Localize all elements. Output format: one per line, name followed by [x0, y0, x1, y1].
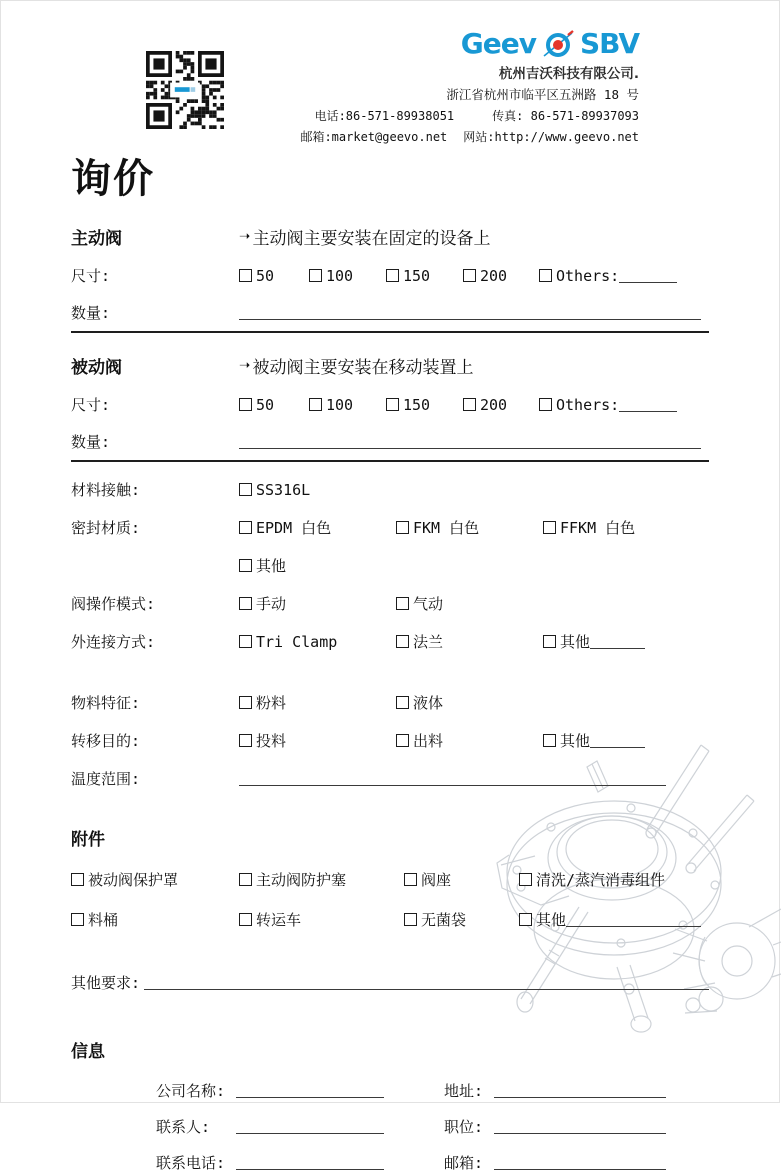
checkbox[interactable] — [519, 873, 532, 886]
checkbox-option-epdm-white[interactable]: EPDM 白色 — [239, 517, 396, 538]
checkbox-option-ss316l[interactable]: SS316L — [239, 481, 396, 499]
page-header — [71, 1, 709, 144]
passive-qty-input-line[interactable] — [239, 434, 701, 449]
transfer-purpose-label: 转移目的: — [71, 732, 141, 750]
active-valve-title: 主动阀 — [71, 229, 122, 249]
address-field-label: 地址: — [444, 1082, 484, 1100]
checkbox[interactable] — [463, 398, 476, 411]
checkbox[interactable] — [386, 269, 399, 282]
checkbox-option-powder[interactable]: 粉料 — [239, 692, 396, 713]
checkbox-option-discharging[interactable]: 出料 — [396, 730, 543, 751]
passive-size-label: 尺寸: — [71, 396, 111, 414]
field-address — [444, 1080, 709, 1101]
passive-valve-section — [71, 353, 709, 462]
field-contact-person — [71, 1116, 444, 1137]
checkbox-option-flange[interactable]: 法兰 — [396, 631, 543, 652]
field-email — [444, 1152, 709, 1173]
checkbox-option-active-size-200[interactable]: 200 — [463, 267, 539, 285]
checkbox-option-active-size-others[interactable]: Others: — [539, 267, 677, 285]
material-section — [71, 692, 709, 789]
material-character-label: 物料特征: — [71, 694, 141, 712]
checkbox-option-liquid[interactable]: 液体 — [396, 692, 543, 713]
checkbox[interactable] — [463, 269, 476, 282]
checkbox-option-active-size-50[interactable]: 50 — [239, 267, 309, 285]
checkbox[interactable] — [543, 734, 556, 747]
checkbox-option-passive-size-50[interactable]: 50 — [239, 396, 309, 414]
checkbox-option-passive-size-100[interactable]: 100 — [309, 396, 386, 414]
seal-material-label: 密封材质: — [71, 519, 141, 537]
field-position — [444, 1116, 709, 1137]
contact-person-input-line[interactable] — [236, 1119, 384, 1134]
checkbox[interactable] — [71, 913, 84, 926]
checkbox-option-active-size-100[interactable]: 100 — [309, 267, 386, 285]
temperature-input-line[interactable] — [239, 771, 666, 786]
checkbox[interactable] — [239, 559, 252, 572]
checkbox-option-active-size-150[interactable]: 150 — [386, 267, 463, 285]
checkbox-option-fkm-white[interactable]: FKM 白色 — [396, 517, 543, 538]
checkbox-option-valve-seat[interactable]: 阀座 — [404, 869, 519, 890]
checkbox-option-pneumatic[interactable]: 气动 — [396, 593, 543, 614]
arrow-right-icon: ➝ — [239, 225, 251, 248]
checkbox-option-seal-other[interactable]: 其他 — [239, 555, 396, 576]
accessories-section — [71, 825, 709, 930]
checkbox[interactable] — [539, 398, 552, 411]
company-address: 浙江省杭州市临平区五洲路 18 号 — [446, 87, 639, 102]
company-phone: 电话:86-571-89938051 — [314, 109, 455, 123]
active-valve-section — [71, 224, 709, 333]
company-logo — [300, 27, 639, 60]
company-name: 杭州吉沃科技有限公司. — [498, 66, 639, 82]
checkbox[interactable] — [239, 483, 252, 496]
external-connection-label: 外连接方式: — [71, 633, 156, 651]
info-heading: 信息 — [71, 1042, 105, 1062]
checkbox[interactable] — [396, 734, 409, 747]
field-contact-phone — [71, 1152, 444, 1173]
qr-code — [146, 51, 224, 129]
checkbox[interactable] — [71, 873, 84, 886]
contact-phone-input-line[interactable] — [236, 1155, 384, 1170]
checkbox[interactable] — [239, 597, 252, 610]
checkbox[interactable] — [539, 269, 552, 282]
passive-valve-note: ➝ 被动阀主要安装在移动装置上 — [239, 354, 474, 378]
checkbox-option-connection-other[interactable]: 其他 — [543, 631, 645, 652]
material-contact-label: 材料接触: — [71, 481, 141, 499]
company-name-field-label: 公司名称: — [156, 1082, 226, 1100]
active-qty-label: 数量: — [71, 304, 111, 322]
accessory-other-input-line[interactable] — [566, 912, 701, 927]
temperature-range-label: 温度范围: — [71, 770, 141, 788]
passive-valve-title: 被动阀 — [71, 358, 122, 378]
checkbox-option-manual[interactable]: 手动 — [239, 593, 396, 614]
checkbox[interactable] — [543, 635, 556, 648]
checkbox-option-tri-clamp[interactable]: Tri Clamp — [239, 633, 396, 651]
checkbox-option-cip-sip-kit[interactable]: 清洗/蒸汽消毒组件 — [519, 869, 665, 890]
passive-others-input-line[interactable] — [619, 397, 677, 412]
checkbox-option-active-valve-plug[interactable]: 主动阀防护塞 — [239, 869, 404, 890]
checkbox[interactable] — [386, 398, 399, 411]
company-fax: 传真: 86-571-89937093 — [492, 109, 639, 123]
checkbox[interactable] — [239, 521, 252, 534]
checkbox-option-sterile-bag[interactable]: 无菌袋 — [404, 909, 519, 930]
company-email: 邮箱:market@geevo.net — [300, 130, 448, 144]
checkbox-option-ffkm-white[interactable]: FFKM 白色 — [543, 517, 635, 538]
contact-person-field-label: 联系人: — [156, 1118, 211, 1136]
field-company-name — [71, 1080, 444, 1101]
arrow-right-icon: ➝ — [239, 354, 251, 377]
email-field-label: 邮箱: — [444, 1154, 484, 1172]
section-divider — [71, 460, 709, 462]
checkbox[interactable] — [309, 398, 322, 411]
checkbox-option-transfer-cart[interactable]: 转运车 — [239, 909, 404, 930]
checkbox[interactable] — [404, 913, 417, 926]
checkbox-option-feeding[interactable]: 投料 — [239, 730, 396, 751]
checkbox-option-passive-size-200[interactable]: 200 — [463, 396, 539, 414]
logo-text-sbv: SBV — [579, 27, 639, 60]
email-input-line[interactable] — [494, 1155, 666, 1170]
checkbox-option-passive-size-others[interactable]: Others: — [539, 396, 677, 414]
page-title: 询价 — [71, 156, 155, 202]
checkbox[interactable] — [396, 597, 409, 610]
other-requirements-row — [71, 972, 709, 993]
passive-qty-label: 数量: — [71, 433, 111, 451]
checkbox[interactable] — [239, 696, 252, 709]
position-field-label: 职位: — [444, 1118, 484, 1136]
checkbox-option-purpose-other[interactable]: 其他 — [543, 730, 645, 751]
active-valve-note: ➝ 主动阀主要安装在固定的设备上 — [239, 225, 491, 249]
checkbox[interactable] — [519, 913, 532, 926]
active-size-label: 尺寸: — [71, 267, 111, 285]
checkbox[interactable] — [543, 521, 556, 534]
section-divider — [71, 331, 709, 333]
checkbox[interactable] — [239, 734, 252, 747]
checkbox[interactable] — [396, 521, 409, 534]
position-input-line[interactable] — [494, 1119, 666, 1134]
checkbox-option-drum[interactable]: 料桶 — [71, 909, 239, 930]
purpose-other-input-line[interactable] — [590, 733, 645, 748]
checkbox[interactable] — [239, 913, 252, 926]
checkbox[interactable] — [239, 873, 252, 886]
checkbox[interactable] — [309, 269, 322, 282]
accessories-heading: 附件 — [71, 830, 105, 850]
active-qty-input-line[interactable] — [239, 305, 701, 320]
brand-block — [300, 27, 639, 145]
checkbox[interactable] — [239, 635, 252, 648]
checkbox[interactable] — [396, 696, 409, 709]
valve-operation-label: 阀操作模式: — [71, 595, 156, 613]
contact-phone-field-label: 联系电话: — [156, 1154, 226, 1172]
info-section — [71, 1037, 709, 1173]
checkbox-option-accessory-other[interactable]: 其他 — [519, 909, 701, 930]
address-input-line[interactable] — [494, 1083, 666, 1098]
orbit-dot-icon — [541, 28, 575, 60]
active-others-input-line[interactable] — [619, 268, 677, 283]
checkbox-option-passive-size-150[interactable]: 150 — [386, 396, 463, 414]
connection-other-input-line[interactable] — [590, 634, 645, 649]
company-name-input-line[interactable] — [236, 1083, 384, 1098]
checkbox[interactable] — [396, 635, 409, 648]
logo-text-geev: Geev — [460, 27, 536, 60]
company-website: 网站:http://www.geevo.net — [463, 130, 639, 144]
spec-section — [71, 479, 709, 652]
checkbox[interactable] — [404, 873, 417, 886]
checkbox[interactable] — [239, 269, 252, 282]
checkbox-option-passive-valve-cover[interactable]: 被动阀保护罩 — [71, 869, 239, 890]
other-requirements-label: 其他要求: — [71, 974, 141, 992]
other-requirements-input-line[interactable] — [144, 975, 709, 990]
checkbox[interactable] — [239, 398, 252, 411]
